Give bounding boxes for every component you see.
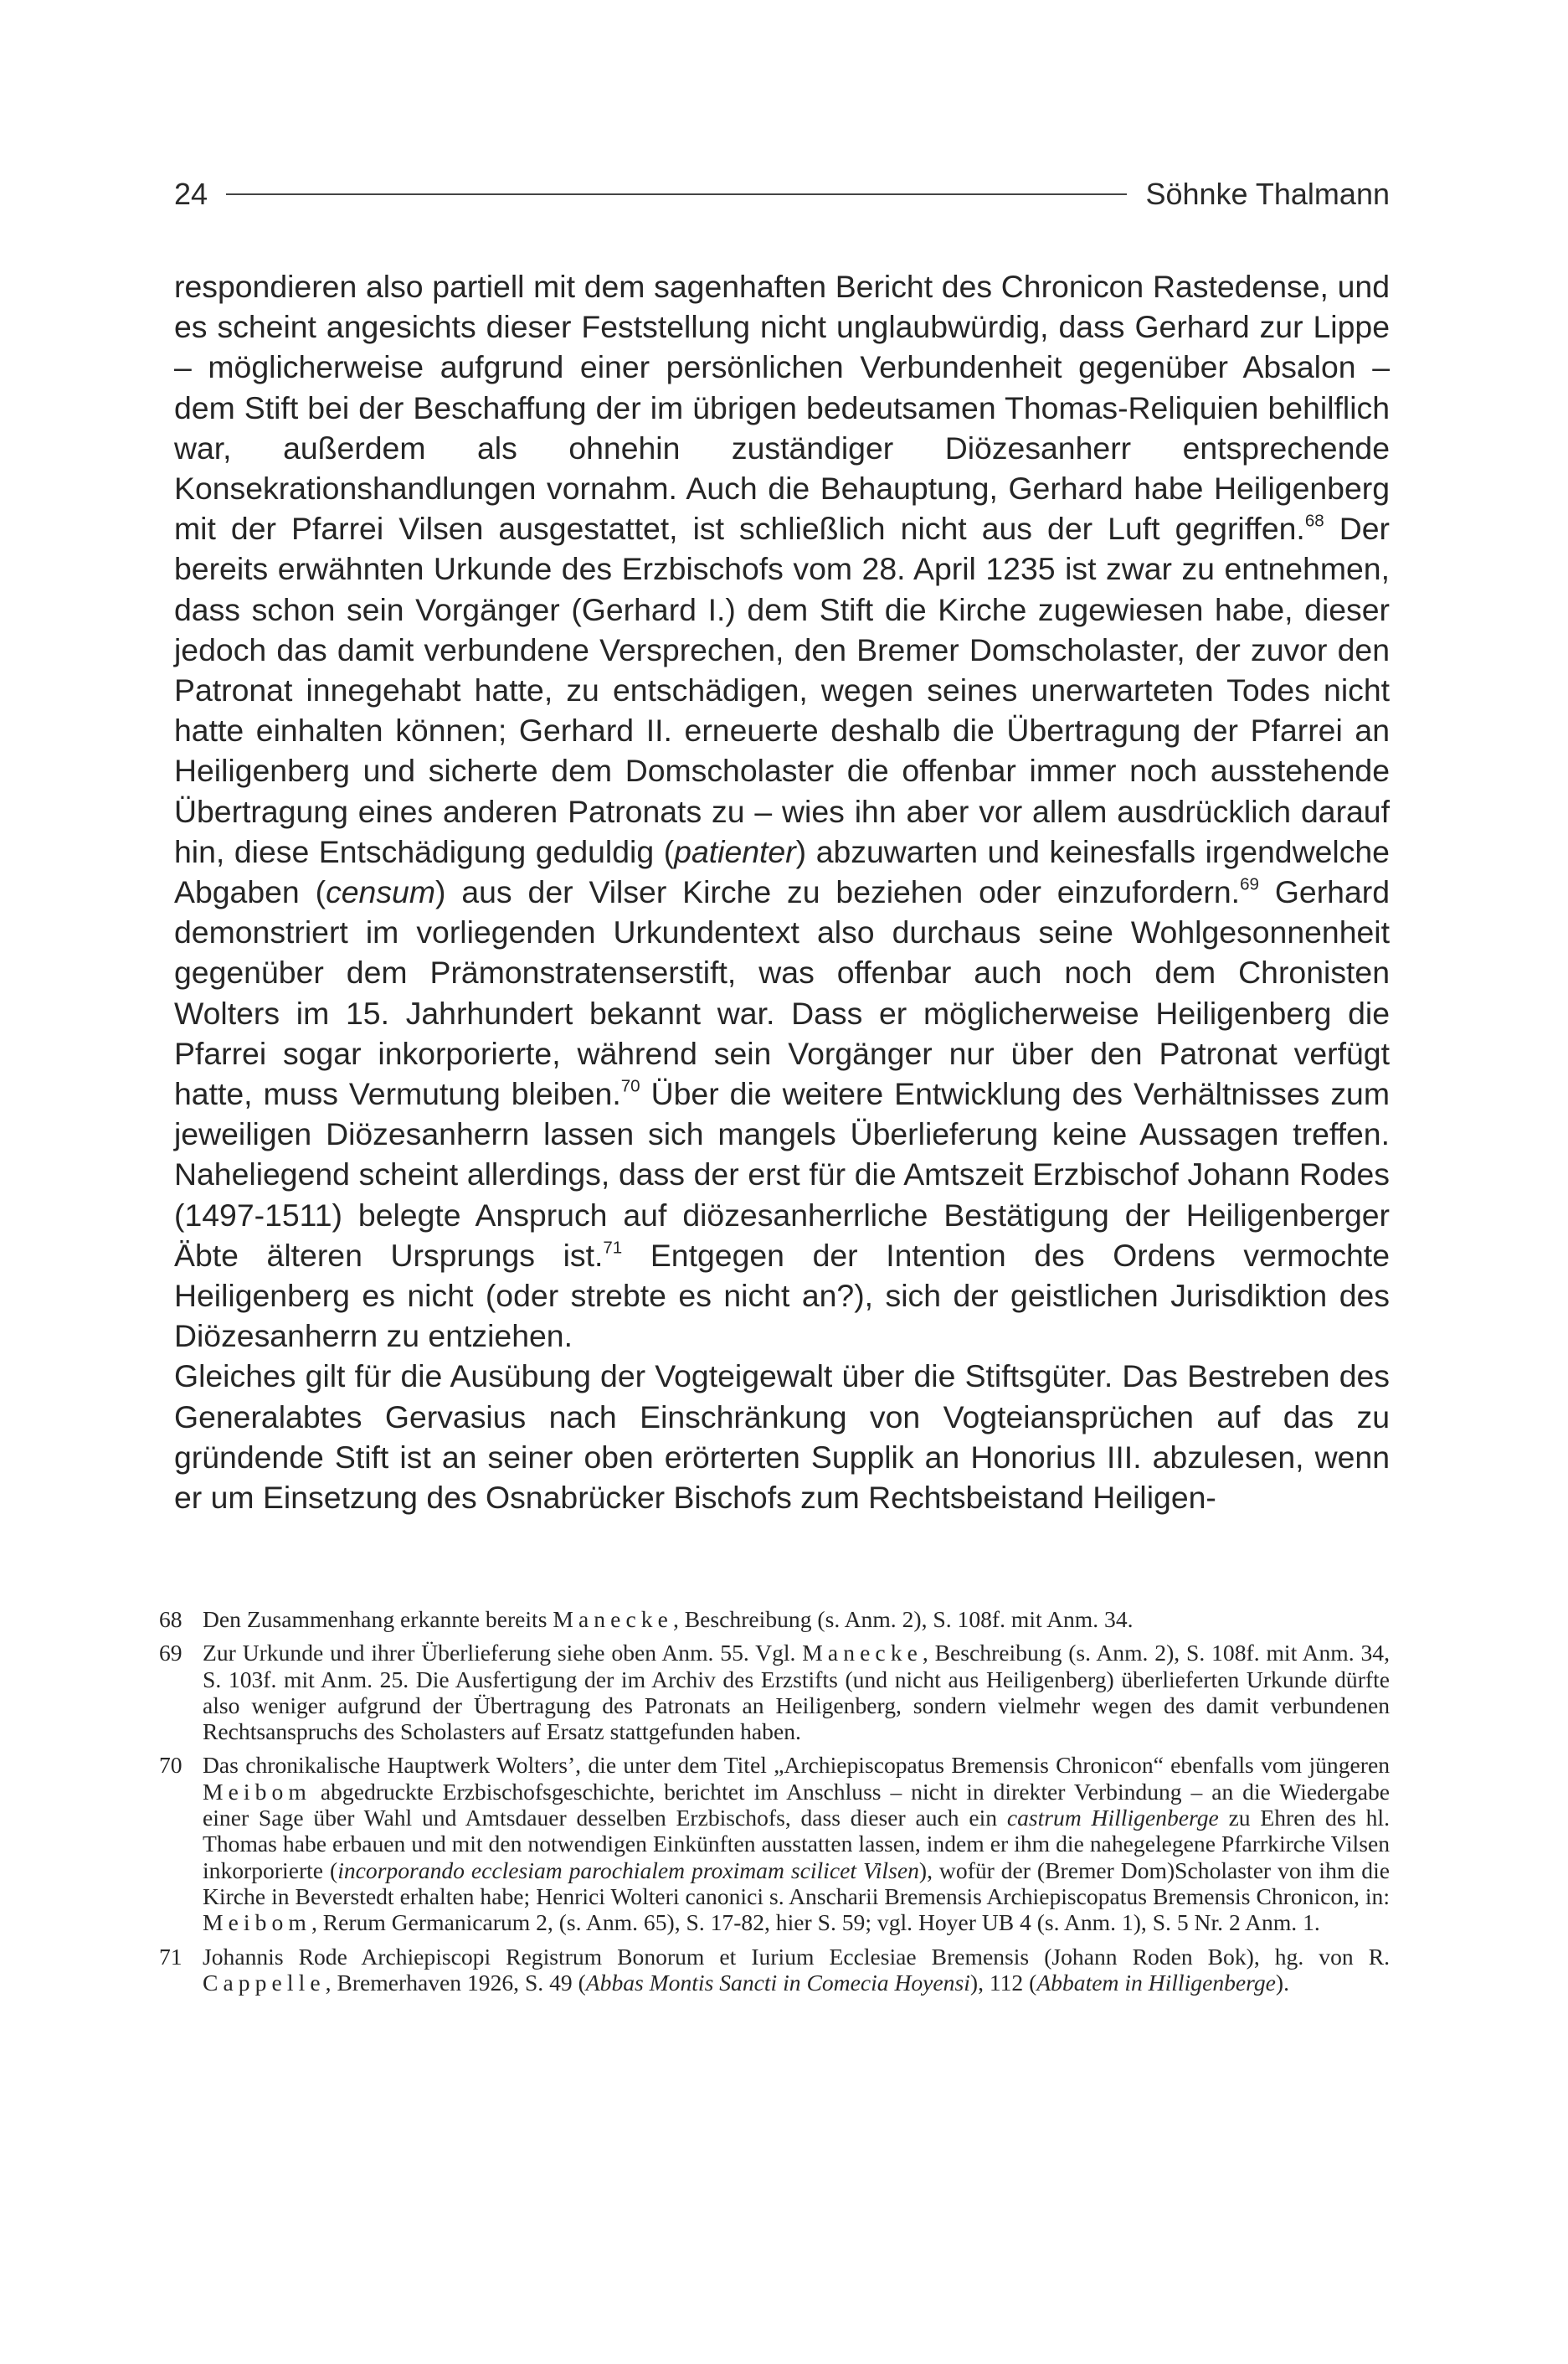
footnote-71 [159,1944,1390,1996]
footnotes [159,1606,1390,2003]
footnote-number: 69 [159,1640,183,1666]
footnote-number: 70 [159,1752,183,1779]
footnote-text: Zur Urkunde und ihrer Überlieferung siehe oben Anm. 55. Vgl. Manecke, Beschreibung (s. Anm. 2), S. 108f. mit Anm. 34, S. 103f. mit Anm. 25. Die Ausfertigung der im Archiv des Erzstifts (und nicht aus Heiligenberg) überlieferten Urkunde dürfte also weniger aufgrund der Übertragung des Patronats an Heiligenberg, sondern vielmehr wegen des damit verbundenen Rechtsanspruchs des Scholasters auf Ersatz stattgefunden haben. [203,1640,1390,1745]
footnote-ref[interactable]: 70 [620,1076,640,1096]
footnote-text: Den Zusammenhang erkannte bereits Manecke, Beschreibung (s. Anm. 2), S. 108f. mit Anm. 34. [203,1606,1134,1632]
footnote-ref[interactable]: 69 [1240,874,1259,894]
footnote-number: 71 [159,1943,183,1970]
footnote-70 [159,1752,1390,1935]
running-header [174,176,1390,213]
footnote-68 [159,1606,1390,1632]
main-text [174,266,1390,1517]
paragraph: Gleiches gilt für die Ausübung der Vogteigewalt über die Stiftsgüter. Das Bestreben des Generalabtes Gervasius nach Einschränkung von Vogteiansprüchen auf das zu gründende Stift ist an seiner oben erörterten Supplik an Honorius III. abzulesen, wenn er um Einsetzung des Osnabrücker Bischofs zum Rechtsbeistand Heiligen- [174,1358,1390,1516]
footnote-text: Johannis Rode Archiepiscopi Registrum Bonorum et Iurium Ecclesiae Bremensis (Johann Roden Bok), hg. von R. Cappelle, Bremerhaven 1926, S. 49 (Abbas Montis Sancti in Comecia Hoyensi), 112 (Abbatem in Hilligenberge). [203,1943,1390,1996]
paragraph: respondieren also partiell mit dem sagenhaften Bericht des Chronicon Rastedense, und es scheint angesichts dieser Feststellung nicht unglaubwürdig, dass Gerhard zur Lippe – möglicherweise aufgrund einer persönlichen Verbundenheit gegenüber Absalon – dem Stift bei der Beschaffung der im übrigen bedeutsamen Thomas-Reliquien behilflich war, außerdem als ohnehin zuständiger Diözesanherr entsprechende Konsekrationshandlungen vornahm. Auch die Behauptung, Gerhard habe Heiligenberg mit der Pfarrei Vilsen ausgestattet, ist schließlich nicht aus der Luft gegriffen.$^{68}$ Der bereits erwähnten Urkunde des Erzbischofs vom 28. April 1235 ist zwar zu entnehmen, dass schon sein Vorgänger (Gerhard I.) dem Stift die Kirche zugewiesen habe, dieser jedoch das damit verbundene Versprechen, den Bremer Domscholaster, der zuvor den Patronat innegehabt hatte, zu entschädigen, wegen seines unerwarteten Todes nicht hatte einhalten können; Gerhard II. erneuerte deshalb die Übertragung der Pfarrei an Heiligenberg und sicherte dem Domscholaster die offenbar immer noch ausstehende Übertragung eines anderen Patronats zu – wies ihn aber vor allem ausdrücklich darauf hin, diese Entschädigung geduldig (patienter) abzuwarten und keinesfalls irgendwelche Abgaben (censum) aus der Vilser Kirche zu beziehen oder einzufordern.$^{69}$ Gerhard demonstriert im vorliegenden Urkundentext also durchaus seine Wohlgesonnenheit gegenüber dem Prämonstratenserstift, was offenbar auch noch dem Chronisten Wolters im 15. Jahrhundert bekannt war. Dass er möglicherweise Heiligenberg die Pfarrei sogar inkorporierte, während sein Vorgänger nur über den Patronat verfügt hatte, muss Vermutung bleiben.$^{70}$ Über die weitere Entwicklung des Verhältnisses zum jeweiligen Diözesanherrn lassen sich mangels Überlieferung keine Aussagen treffen. Naheliegend scheint allerdings, dass der erst für die Amtszeit Erzbischof Johann Rodes (1497-1511) belegte Anspruch auf diözesanherrliche Bestätigung der Heiligenberger Äbte älteren Ursprungs ist.$^{71}$ Entgegen der Intention des Ordens vermochte Heiligenberg es nicht (oder strebte es nicht an?), sich der geistlichen Jurisdiktion des Diözesanherrn zu entziehen. [174,269,1391,1354]
footnote-69 [159,1640,1390,1744]
running-head-author: Söhnke Thalmann [1145,177,1390,211]
page-number: 24 [174,177,208,211]
header-rule [226,193,1127,195]
footnote-ref[interactable]: 68 [1304,511,1324,531]
footnote-ref[interactable]: 71 [603,1238,623,1258]
footnote-text: Das chronikalische Hauptwerk Wolters’, die unter dem Titel „Archiepiscopatus Bremensis Chronicon“ ebenfalls vom jüngeren Meibom abgedruckte Erzbischofsgeschichte, berichtet im Anschluss – nicht in direkter Verbindung – an die Wiedergabe einer Sage über Wahl und Amtsdauer desselben Erzbischofs, dass dieser auch ein castrum Hilligenberge zu Ehren des hl. Thomas habe erbauen und mit den notwendigen Einkünften ausstatten lassen, indem er ihm die nahegelegene Pfarrkirche Vilsen inkorporierte (incorporando ecclesiam parochialem proximam scilicet Vilsen), wofür der (Bremer Dom)Scholaster von ihm die Kirche in Beverstedt erhalten habe; Henrici Wolteri canonici s. Anscharii Bremensis Archiepiscopatus Bremensis Chronicon, in: Meibom, Rerum Germanicarum 2, (s. Anm. 65), S. 17-82, hier S. 59; vgl. Hoyer UB 4 (s. Anm. 1), S. 5 Nr. 2 Anm. 1. [203,1752,1390,1936]
footnote-number: 68 [159,1606,183,1632]
